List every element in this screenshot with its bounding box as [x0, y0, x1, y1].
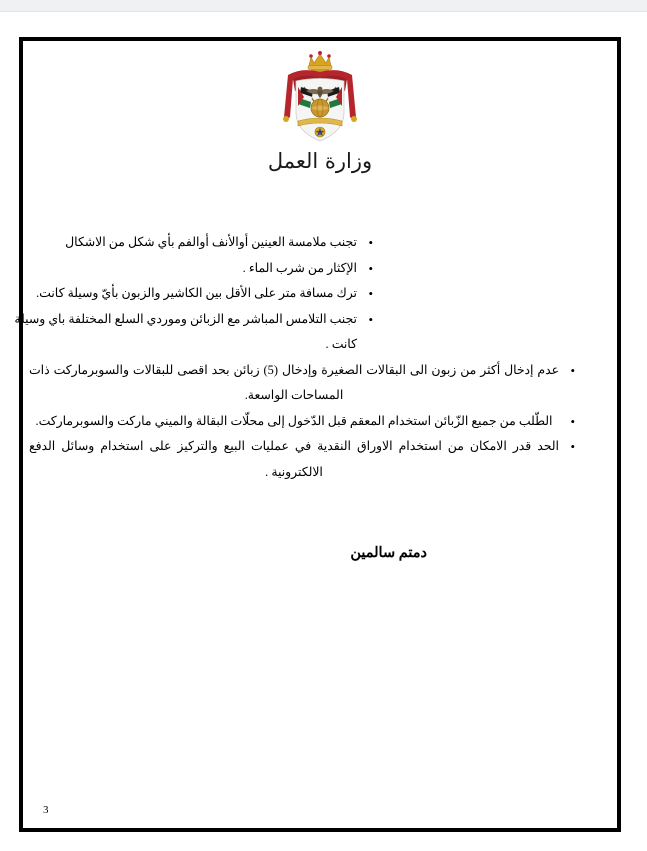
guideline-text: تجنب ملامسة العينين أوالأنف أوالفم بأي شكل من الاشكال — [65, 235, 357, 250]
guideline-text: • الحد قدر الامكان من استخدام الاوراق النقدية في عمليات البيع والتركيز على استخدام وسائل الدفع الالكترونية . — [29, 439, 559, 479]
guideline-text: • عدم إدخال أكثر من زبون الى البقالات الصغيرة وإدخال (5) زبائن بحد اقصى للبقالات والسوبرماركت ذات المساحات الواسعة. — [29, 362, 560, 403]
closing-salutation: دمتم سالمين — [350, 545, 427, 562]
guidelines-list — [14, 230, 617, 485]
jordan-coat-of-arms-icon — [268, 51, 372, 147]
guideline-item — [9, 281, 375, 307]
page-border-box — [14, 37, 621, 832]
guideline-text: تجنب التلامس المباشر مع الزبائن وموردي السلع المختلفة باي وسيلة كانت . — [14, 311, 357, 352]
document-header — [23, 51, 617, 174]
guideline-text: ترك مسافة متر على الأقل بين الكاشير والزبون بأيّ وسيلة كانت. — [36, 286, 357, 301]
guideline-text: الإكثار من شرب الماء . — [242, 260, 357, 275]
page-content-area — [14, 51, 617, 838]
page-number: 3 — [43, 804, 49, 816]
guideline-item — [9, 256, 375, 282]
viewer-top-strip — [0, 0, 647, 12]
guideline-item — [9, 230, 375, 256]
ministry-name: وزارة العمل — [267, 149, 373, 173]
guideline-text: • الطّلب من جميع الزّبائن استخدام المعقم قبل الدّخول إلى محلّات البقالة والميني ماركت والسوبرماركت. — [35, 413, 553, 428]
guideline-item — [9, 307, 375, 358]
guideline-item — [29, 434, 577, 485]
document-page — [0, 13, 647, 851]
guideline-item — [29, 358, 577, 409]
guideline-item — [29, 409, 577, 435]
